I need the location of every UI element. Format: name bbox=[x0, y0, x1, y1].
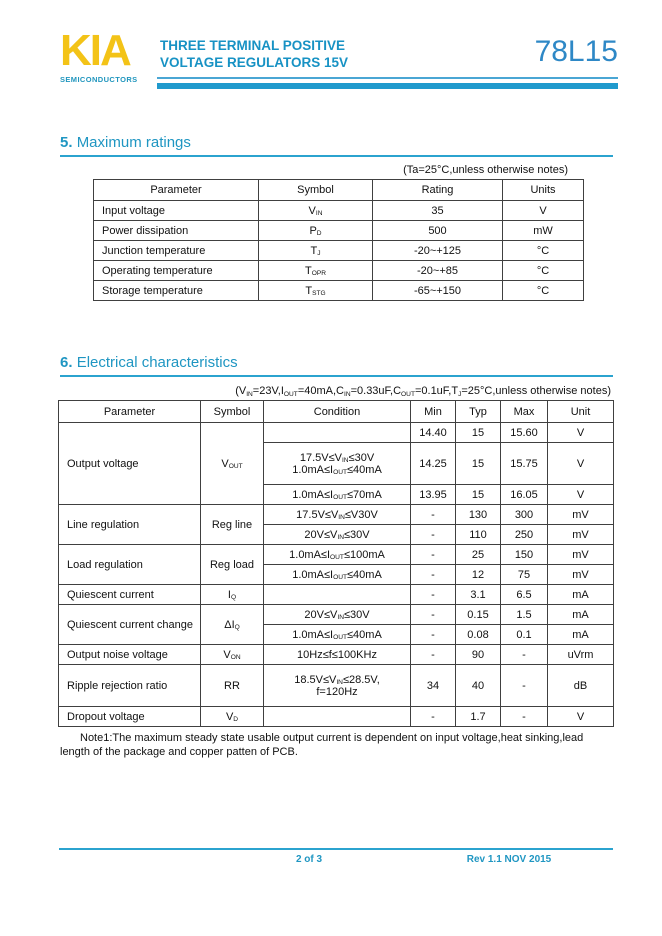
column-header-max: Max bbox=[501, 401, 548, 423]
section-6-number: 6. bbox=[60, 354, 73, 371]
section-5-title: Maximum ratings bbox=[76, 134, 191, 151]
column-header-symbol: Symbol bbox=[259, 180, 373, 201]
section-6-heading bbox=[60, 354, 613, 377]
column-header-min: Min bbox=[411, 401, 456, 423]
cell-typ: 0.08 bbox=[456, 625, 501, 645]
cell-condition: $20V\le V_{IN}\le 30V$ bbox=[264, 605, 411, 625]
cell-max: 1.5 bbox=[501, 605, 548, 625]
cell-typ: 1.7 bbox=[456, 707, 501, 727]
part-number: 78L15 bbox=[534, 35, 618, 68]
cell-min: - bbox=[411, 525, 456, 545]
cell-units: V bbox=[503, 201, 584, 221]
cell-unit: mA bbox=[548, 625, 614, 645]
cell-parameter: Storage temperature bbox=[94, 281, 259, 301]
cell-symbol: $V_{OUT}$ bbox=[201, 423, 264, 505]
header-rule-thick bbox=[157, 83, 618, 89]
cell-min: 34 bbox=[411, 665, 456, 707]
cell-max: - bbox=[501, 665, 548, 707]
table-row bbox=[59, 585, 614, 605]
cell-parameter: Quiescent current change bbox=[59, 605, 201, 645]
logo-semiconductors-label: SEMICONDUCTORS bbox=[60, 75, 138, 84]
column-header-parameter: Parameter bbox=[59, 401, 201, 423]
cell-unit: mV bbox=[548, 545, 614, 565]
cell-unit: mA bbox=[548, 605, 614, 625]
cell-unit: mV bbox=[548, 565, 614, 585]
cell-parameter: Load regulation bbox=[59, 545, 201, 585]
kia-logo bbox=[60, 28, 160, 84]
table-row bbox=[94, 261, 584, 281]
cell-unit: V bbox=[548, 443, 614, 485]
cell-typ: 12 bbox=[456, 565, 501, 585]
section-5-number: 5. bbox=[60, 134, 73, 151]
cell-unit: V bbox=[548, 423, 614, 443]
column-header-units: Units bbox=[503, 180, 584, 201]
table-row bbox=[94, 221, 584, 241]
kia-logo-text: KIA bbox=[60, 26, 130, 75]
table-row bbox=[59, 665, 614, 707]
cell-condition: $17.5V\le V_{IN}\le 30V$ $1.0mA\le I_{OUT}\le 40mA$ bbox=[264, 443, 411, 485]
cell-max: - bbox=[501, 707, 548, 727]
max-ratings-table bbox=[93, 179, 584, 301]
table-row bbox=[94, 281, 584, 301]
cell-parameter: Power dissipation bbox=[94, 221, 259, 241]
cell-rating: 500 bbox=[373, 221, 503, 241]
cell-symbol: $V_D$ bbox=[201, 707, 264, 727]
cell-parameter: Input voltage bbox=[94, 201, 259, 221]
cell-condition bbox=[264, 585, 411, 605]
cell-max: 6.5 bbox=[501, 585, 548, 605]
cell-parameter: Quiescent current bbox=[59, 585, 201, 605]
cell-condition bbox=[264, 707, 411, 727]
cell-symbol: RR bbox=[201, 665, 264, 707]
cell-unit: dB bbox=[548, 665, 614, 707]
cell-min: - bbox=[411, 505, 456, 525]
cell-condition: $17.5V\le V_{IN}\le V30V$ bbox=[264, 505, 411, 525]
cell-typ: 25 bbox=[456, 545, 501, 565]
cell-unit: V bbox=[548, 485, 614, 505]
column-header-typ: Typ bbox=[456, 401, 501, 423]
cell-units: °C bbox=[503, 281, 584, 301]
cell-rating: -65~+150 bbox=[373, 281, 503, 301]
cell-max: 150 bbox=[501, 545, 548, 565]
cell-symbol: Reg load bbox=[201, 545, 264, 585]
section-6-title: Electrical characteristics bbox=[76, 354, 238, 371]
column-header-parameter: Parameter bbox=[94, 180, 259, 201]
cell-min: - bbox=[411, 565, 456, 585]
section-5-heading bbox=[60, 134, 613, 157]
cell-symbol: $V_{ON}$ bbox=[201, 645, 264, 665]
cell-symbol: $V_{IN}$ bbox=[259, 201, 373, 221]
table-row bbox=[59, 645, 614, 665]
cell-min: 14.40 bbox=[411, 423, 456, 443]
cell-units: mW bbox=[503, 221, 584, 241]
cell-parameter: Dropout voltage bbox=[59, 707, 201, 727]
cell-typ: 90 bbox=[456, 645, 501, 665]
cell-condition: 10Hz≤f≤100KHz bbox=[264, 645, 411, 665]
cell-unit: mV bbox=[548, 505, 614, 525]
table-row bbox=[59, 605, 614, 625]
cell-symbol: $P_D$ bbox=[259, 221, 373, 241]
cell-max: 300 bbox=[501, 505, 548, 525]
cell-condition: $20V\le V_{IN}\le 30V$ bbox=[264, 525, 411, 545]
cell-symbol: $\Delta I_Q$ bbox=[201, 605, 264, 645]
cell-unit: uVrm bbox=[548, 645, 614, 665]
cell-condition: $1.0mA\le I_{OUT}\le 100mA$ bbox=[264, 545, 411, 565]
cell-typ: 15 bbox=[456, 485, 501, 505]
cell-unit: mV bbox=[548, 525, 614, 545]
cell-parameter: Output voltage bbox=[59, 423, 201, 505]
cell-condition: $1.0mA\le I_{OUT}\le 40mA$ bbox=[264, 565, 411, 585]
table-row bbox=[59, 707, 614, 727]
cell-max: 75 bbox=[501, 565, 548, 585]
cell-min: - bbox=[411, 645, 456, 665]
cell-parameter: Line regulation bbox=[59, 505, 201, 545]
test-condition-note: ($V_{IN}=23V,I_{OUT}=40mA,C_{IN}=0.33uF,C_{OUT}=0.1uF,T_J=25^\circ C,unless$ otherwise notes) bbox=[235, 385, 611, 398]
cell-min: - bbox=[411, 707, 456, 727]
cell-parameter: Operating temperature bbox=[94, 261, 259, 281]
page-indicator: 2 of 3 bbox=[295, 854, 323, 865]
cell-typ: 0.15 bbox=[456, 605, 501, 625]
column-header-rating: Rating bbox=[373, 180, 503, 201]
column-header-symbol: Symbol bbox=[201, 401, 264, 423]
column-header-condition: Condition bbox=[264, 401, 411, 423]
cell-min: - bbox=[411, 545, 456, 565]
cell-parameter: Junction temperature bbox=[94, 241, 259, 261]
table-row bbox=[59, 545, 614, 565]
cell-units: °C bbox=[503, 261, 584, 281]
cell-typ: 15 bbox=[456, 443, 501, 485]
column-header-unit: Unit bbox=[548, 401, 614, 423]
cell-condition: $1.0mA\le I_{OUT}\le 40mA$ bbox=[264, 625, 411, 645]
cell-max: 15.60 bbox=[501, 423, 548, 443]
cell-typ: 3.1 bbox=[456, 585, 501, 605]
electrical-characteristics-table bbox=[58, 400, 614, 727]
note-1: Note1:The maximum steady state usable output current is dependent on input voltage,heat sinking,lead length of the package and copper patten of PCB. bbox=[60, 732, 584, 758]
cell-symbol: $I_Q$ bbox=[201, 585, 264, 605]
cell-max: 0.1 bbox=[501, 625, 548, 645]
header-rule-thin bbox=[157, 77, 618, 79]
cell-symbol: $T_J$ bbox=[259, 241, 373, 261]
table-row bbox=[59, 505, 614, 525]
cell-max: - bbox=[501, 645, 548, 665]
cell-condition: $1.0mA\le I_{OUT}\le 70mA$ bbox=[264, 485, 411, 505]
cell-symbol: $T_{OPR}$ bbox=[259, 261, 373, 281]
max-ratings-table-body bbox=[94, 201, 584, 301]
cell-unit: V bbox=[548, 707, 614, 727]
page-footer bbox=[59, 848, 613, 865]
max-ratings-table-header bbox=[94, 180, 584, 201]
section-electrical-characteristics bbox=[60, 354, 613, 759]
electrical-table-body bbox=[59, 423, 614, 727]
ta-condition-note: (Ta=25°C,unless otherwise notes) bbox=[403, 164, 568, 176]
document-title bbox=[160, 38, 348, 71]
cell-unit: mA bbox=[548, 585, 614, 605]
cell-max: 250 bbox=[501, 525, 548, 545]
cell-rating: 35 bbox=[373, 201, 503, 221]
cell-min: - bbox=[411, 585, 456, 605]
cell-min: - bbox=[411, 625, 456, 645]
document-title-line1: THREE TERMINAL POSITIVE bbox=[160, 38, 346, 53]
cell-parameter: Output noise voltage bbox=[59, 645, 201, 665]
cell-symbol: Reg line bbox=[201, 505, 264, 545]
cell-typ: 40 bbox=[456, 665, 501, 707]
cell-max: 16.05 bbox=[501, 485, 548, 505]
section-maximum-ratings bbox=[60, 134, 613, 301]
cell-symbol: $T_{STG}$ bbox=[259, 281, 373, 301]
cell-rating: -20~+125 bbox=[373, 241, 503, 261]
cell-typ: 110 bbox=[456, 525, 501, 545]
table-row bbox=[94, 241, 584, 261]
cell-condition bbox=[264, 423, 411, 443]
table-row bbox=[59, 423, 614, 443]
cell-min: 14.25 bbox=[411, 443, 456, 485]
cell-max: 15.75 bbox=[501, 443, 548, 485]
cell-parameter: Ripple rejection ratio bbox=[59, 665, 201, 707]
cell-typ: 130 bbox=[456, 505, 501, 525]
table-row bbox=[94, 201, 584, 221]
revision-label: Rev 1.1 NOV 2015 bbox=[466, 854, 552, 865]
cell-min: - bbox=[411, 605, 456, 625]
cell-typ: 15 bbox=[456, 423, 501, 443]
cell-condition: $18.5V\le V_{IN}\le 28.5V$, f=120Hz bbox=[264, 665, 411, 707]
cell-min: 13.95 bbox=[411, 485, 456, 505]
document-title-line2: VOLTAGE REGULATORS 15V bbox=[160, 54, 349, 70]
cell-rating: -20~+85 bbox=[373, 261, 503, 281]
cell-units: °C bbox=[503, 241, 584, 261]
electrical-table-header bbox=[59, 401, 614, 423]
